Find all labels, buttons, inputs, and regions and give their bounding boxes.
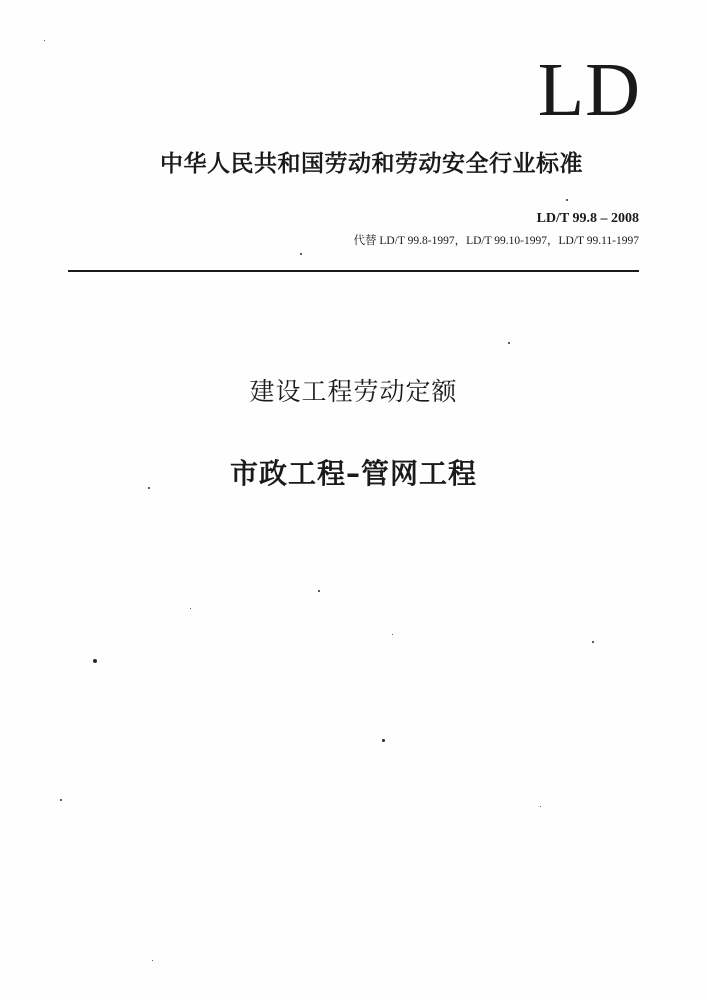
scan-speck bbox=[540, 806, 541, 807]
scan-speck bbox=[592, 641, 594, 643]
scan-speck bbox=[300, 253, 302, 255]
scan-speck bbox=[392, 634, 393, 635]
scan-speck bbox=[382, 739, 385, 742]
ld-logo: LD bbox=[537, 48, 641, 132]
scan-speck bbox=[318, 590, 320, 592]
replaces-line: 代替 LD/T 99.8-1997，LD/T 99.10-1997，LD/T 99.11-1997 bbox=[353, 235, 639, 247]
header-divider bbox=[68, 270, 639, 272]
scan-speck bbox=[148, 487, 150, 489]
scan-speck bbox=[44, 40, 45, 41]
scan-speck bbox=[566, 199, 568, 201]
document-subtitle: 市政工程–管网工程 bbox=[229, 457, 477, 490]
document-title: 建设工程劳动定额 bbox=[249, 377, 458, 406]
issuer-heading: 中华人民共和国劳动和劳动安全行业标准 bbox=[160, 151, 583, 177]
scan-speck bbox=[93, 659, 97, 663]
scan-speck bbox=[60, 799, 62, 801]
scan-speck bbox=[190, 608, 191, 609]
scan-speck bbox=[152, 960, 153, 961]
scan-speck bbox=[508, 342, 510, 344]
standard-code: LD/T 99.8 – 2008 bbox=[536, 211, 639, 226]
